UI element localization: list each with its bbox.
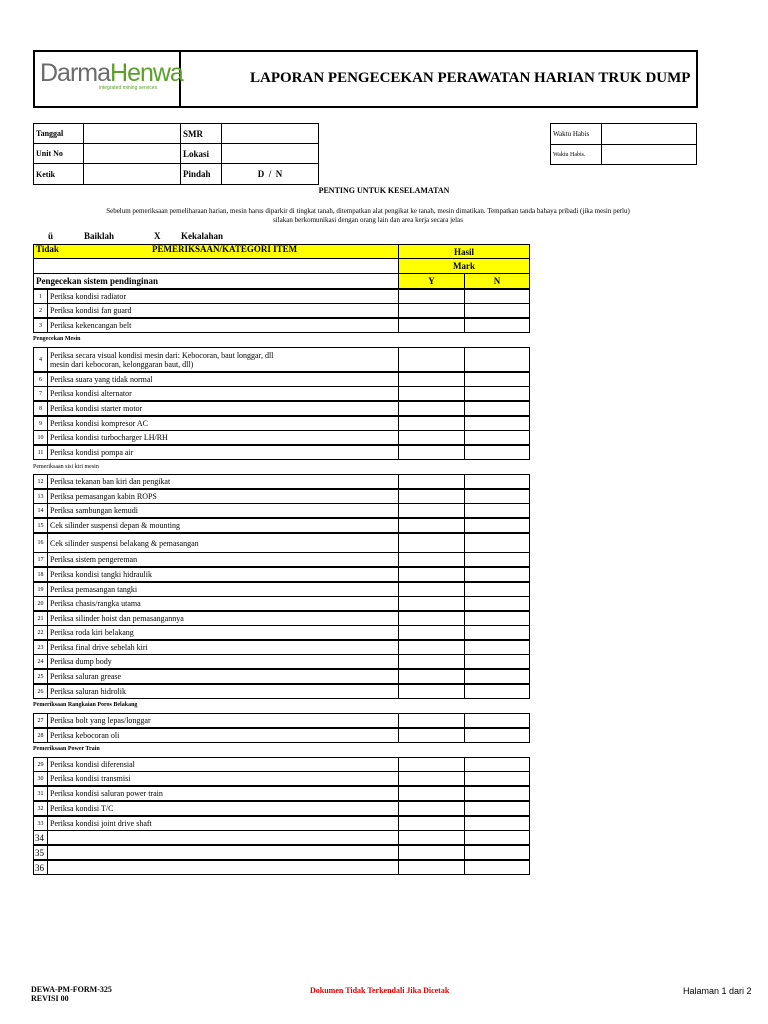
legend-x-symbol: X: [154, 231, 161, 241]
table-header-blank: [33, 258, 399, 274]
smr-field[interactable]: [221, 123, 319, 144]
row-mark-y[interactable]: [398, 801, 465, 816]
row-item-text: Periksa dump body: [47, 654, 399, 669]
shift-selector[interactable]: D / N: [221, 163, 319, 185]
row-item-text: Periksa kondisi starter motor: [47, 401, 399, 416]
row-number: 34: [33, 830, 48, 845]
lokasi-field[interactable]: [221, 143, 319, 164]
legend-check-label: Baiklah: [84, 231, 115, 241]
tanggal-field[interactable]: [83, 123, 181, 144]
row-number: 20: [33, 596, 48, 611]
row-mark-y[interactable]: [398, 816, 465, 831]
row-number: 6: [33, 372, 48, 387]
row-mark-n[interactable]: [464, 771, 530, 786]
row-mark-y[interactable]: [398, 552, 465, 567]
waktu-habis-field-1[interactable]: [601, 123, 697, 145]
row-item-text: Periksa kondisi T/C: [47, 801, 399, 816]
row-item-text: [47, 830, 399, 845]
row-item-text: Periksa kekencangan belt: [47, 318, 399, 333]
col-hasil: Hasil: [398, 244, 530, 259]
row-item-text: Periksa pemasangan kabin ROPS: [47, 489, 399, 504]
row-item-text: Periksa kondisi diferensial: [47, 757, 399, 772]
row-number: 27: [33, 713, 48, 728]
row-number: 30: [33, 771, 48, 786]
row-mark-n[interactable]: [464, 684, 530, 699]
unit-no-field[interactable]: [83, 143, 181, 164]
row-mark-n[interactable]: [464, 611, 530, 626]
row-item-text: Periksa roda kiri belakang: [47, 625, 399, 640]
safety-text: [48, 207, 688, 225]
unit-no-label: Unit No: [33, 143, 84, 164]
row-item-text: Periksa kebocoran oli: [47, 728, 399, 743]
waktu-habis-field-2[interactable]: [601, 144, 697, 165]
row-mark-n[interactable]: [464, 816, 530, 831]
row-number: 18: [33, 567, 48, 582]
ketik-label: Ketik: [33, 163, 84, 185]
row-mark-n[interactable]: [464, 347, 530, 372]
section-pendinginan: Pengecekan sistem pendinginan: [33, 273, 399, 289]
row-item-text: Periksa saluran grease: [47, 669, 399, 684]
row-number: 31: [33, 786, 48, 801]
col-mark: Mark: [398, 258, 530, 274]
row-mark-n[interactable]: [464, 860, 530, 875]
row-mark-y[interactable]: [398, 582, 465, 597]
row-number: 28: [33, 728, 48, 743]
row-mark-y[interactable]: [398, 860, 465, 875]
row-number: 12: [33, 474, 48, 489]
row-mark-y[interactable]: [398, 830, 465, 845]
row-mark-n[interactable]: [464, 303, 530, 318]
logo: [33, 50, 181, 108]
uncontrolled-notice: Dokumen Tidak Terkendali Jika Dicetak: [310, 986, 450, 995]
row-number: 29: [33, 757, 48, 772]
row-mark-y[interactable]: [398, 347, 465, 372]
row-mark-y[interactable]: [398, 771, 465, 786]
row-item-text: Periksa final drive sebelah kiri: [47, 640, 399, 655]
row-mark-y[interactable]: [398, 430, 465, 445]
row-number: 8: [33, 401, 48, 416]
row-mark-n[interactable]: [464, 786, 530, 801]
row-mark-n[interactable]: [464, 430, 530, 445]
row-number: 35: [33, 845, 48, 860]
row-item-text: Periksa saluran hidrolik: [47, 684, 399, 699]
row-mark-n[interactable]: [464, 654, 530, 669]
col-n: N: [464, 273, 530, 289]
row-number: 23: [33, 640, 48, 655]
row-mark-n[interactable]: [464, 289, 530, 304]
row-mark-y[interactable]: [398, 289, 465, 304]
row-mark-n[interactable]: [464, 533, 530, 553]
row-mark-y[interactable]: [398, 416, 465, 431]
row-mark-y[interactable]: [398, 303, 465, 318]
row-mark-n[interactable]: [464, 596, 530, 611]
row-mark-n[interactable]: [464, 401, 530, 416]
row-number: 13: [33, 489, 48, 504]
row-mark-n[interactable]: [464, 567, 530, 582]
row-mark-n[interactable]: [464, 474, 530, 489]
row-mark-y[interactable]: [398, 713, 465, 728]
row-mark-y[interactable]: [398, 728, 465, 743]
row-number: 15: [33, 518, 48, 533]
tanggal-label: Tanggal: [33, 123, 84, 144]
row-mark-y[interactable]: [398, 596, 465, 611]
smr-label: SMR: [180, 123, 222, 144]
ketik-field[interactable]: [83, 163, 181, 185]
row-item-text: Periksa tekanan ban kiri dan pengikat: [47, 474, 399, 489]
row-item-text: [47, 845, 399, 860]
row-item-text: Cek silinder suspensi belakang & pemasangan: [47, 533, 399, 553]
row-mark-y[interactable]: [398, 669, 465, 684]
row-item-text: Periksa sistem pengereman: [47, 552, 399, 567]
row-number: 17: [33, 552, 48, 567]
pindah-label: Pindah: [180, 163, 222, 185]
waktu-habis-label-2: Waktu Habis.: [550, 144, 602, 165]
row-mark-n[interactable]: [464, 489, 530, 504]
legend-check-symbol: ü: [48, 231, 54, 241]
row-mark-y[interactable]: [398, 518, 465, 533]
document-title: LAPORAN PENGECEKAN PERAWATAN HARIAN TRUK DUMP: [250, 70, 691, 86]
row-mark-y[interactable]: [398, 401, 465, 416]
row-mark-y[interactable]: [398, 654, 465, 669]
row-mark-n[interactable]: [464, 713, 530, 728]
logo-tagline: integrated mining services: [99, 85, 158, 91]
row-mark-y[interactable]: [398, 445, 465, 460]
row-mark-y[interactable]: [398, 640, 465, 655]
waktu-habis-label-1: Waktu Habis: [550, 123, 602, 145]
col-tidak: Tidak: [36, 244, 59, 254]
row-mark-n[interactable]: [464, 728, 530, 743]
row-item-text: Periksa kondisi alternator: [47, 386, 399, 401]
row-mark-y[interactable]: [398, 318, 465, 333]
section-power-train: Pemeriksaan Power Train: [33, 746, 100, 752]
row-item-text: Periksa kondisi saluran power train: [47, 786, 399, 801]
row-mark-y[interactable]: [398, 372, 465, 387]
row-mark-n[interactable]: [464, 845, 530, 860]
section-sisi-kiri: Pemeriksaan sisi kiri mesin: [33, 464, 99, 470]
row-mark-n[interactable]: [464, 640, 530, 655]
row-number: 16: [33, 533, 48, 553]
row-mark-n[interactable]: [464, 318, 530, 333]
form-revision: REVISI 00: [31, 994, 69, 1003]
row-mark-n[interactable]: [464, 757, 530, 772]
row-number: 14: [33, 503, 48, 518]
row-number: 36: [33, 860, 48, 875]
row-item-text: Periksa pemasangan tangki: [47, 582, 399, 597]
table-header-item: [33, 244, 399, 259]
row-mark-n[interactable]: [464, 416, 530, 431]
row-mark-y[interactable]: [398, 845, 465, 860]
safety-title: PENTING UNTUK KESELAMATAN: [318, 186, 450, 195]
form-code: [31, 985, 112, 1003]
row-number: 10: [33, 430, 48, 445]
row-mark-n[interactable]: [464, 830, 530, 845]
col-item: PEMERIKSAAN/KATEGORI ITEM: [152, 244, 298, 254]
row-item-text: Periksa kondisi joint drive shaft: [47, 816, 399, 831]
row-number: 4: [33, 347, 48, 372]
row-number: 24: [33, 654, 48, 669]
row-number: 3: [33, 318, 48, 333]
row-item-text: Periksa kondisi pompa air: [47, 445, 399, 460]
row-item-text: Periksa kondisi radiator: [47, 289, 399, 304]
row-mark-n[interactable]: [464, 518, 530, 533]
row-item-text-line2: mesin dari kebocoran, kelonggaran baut, dll): [50, 359, 194, 369]
row-item-text: Periksa kondisi tangki hidraulik: [47, 567, 399, 582]
row-item-text: Periksa kondisi fan guard: [47, 303, 399, 318]
row-number: 26: [33, 684, 48, 699]
row-item-text-line1: Periksa secara visual kondisi mesin dari: Kebocoran, baut longgar, dll: [50, 350, 274, 360]
row-mark-y[interactable]: [398, 625, 465, 640]
row-mark-n[interactable]: [464, 445, 530, 460]
row-item-text: Cek silinder suspensi depan & mounting: [47, 518, 399, 533]
row-mark-y[interactable]: [398, 684, 465, 699]
row-mark-n[interactable]: [464, 625, 530, 640]
row-mark-y[interactable]: [398, 611, 465, 626]
row-item-text: Periksa sambungan kemudi: [47, 503, 399, 518]
safety-line-2: silakan berkomunikasi dengan orang lain dan area kerja secara jelas: [273, 216, 463, 224]
legend-x-label: Kekalahan: [181, 231, 224, 241]
row-item-text: Periksa silinder hoist dan pemasangannya: [47, 611, 399, 626]
lokasi-label: Lokasi: [180, 143, 222, 164]
logo-wordmark: DarmaHenwa: [40, 59, 183, 87]
row-mark-n[interactable]: [464, 503, 530, 518]
row-item-text: Periksa chasis/rangka utama: [47, 596, 399, 611]
row-mark-n[interactable]: [464, 372, 530, 387]
row-number: 32: [33, 801, 48, 816]
row-number: 25: [33, 669, 48, 684]
row-mark-y[interactable]: [398, 757, 465, 772]
row-mark-n[interactable]: [464, 801, 530, 816]
row-number: 22: [33, 625, 48, 640]
row-item-text: Periksa kondisi turbocharger LH/RH: [47, 430, 399, 445]
row-mark-n[interactable]: [464, 386, 530, 401]
row-number: 2: [33, 303, 48, 318]
row-number: 9: [33, 416, 48, 431]
row-number: 21: [33, 611, 48, 626]
row-mark-y[interactable]: [398, 567, 465, 582]
row-mark-n[interactable]: [464, 582, 530, 597]
row-mark-y[interactable]: [398, 786, 465, 801]
row-number: 33: [33, 816, 48, 831]
row-item-text: [47, 860, 399, 875]
row-mark-y[interactable]: [398, 386, 465, 401]
row-mark-y[interactable]: [398, 533, 465, 553]
row-mark-n[interactable]: [464, 669, 530, 684]
form-code-number: DEWA-PM-FORM-325: [31, 985, 112, 994]
row-item-text: Periksa bolt yang lepas/longgar: [47, 713, 399, 728]
row-mark-y[interactable]: [398, 474, 465, 489]
row-item-text: Periksa kondisi kompresor AC: [47, 416, 399, 431]
row-item-text: [47, 347, 399, 372]
row-item-text: Periksa kondisi transmisi: [47, 771, 399, 786]
row-number: 1: [33, 289, 48, 304]
row-mark-n[interactable]: [464, 552, 530, 567]
section-poros-belakang: Pemeriksaan Rangkaian Poros Belakang: [33, 702, 138, 708]
row-item-text: Periksa suara yang tidak normal: [47, 372, 399, 387]
row-number: 19: [33, 582, 48, 597]
col-y: Y: [398, 273, 465, 289]
row-mark-y[interactable]: [398, 503, 465, 518]
row-number: 11: [33, 445, 48, 460]
page-number: Halaman 1 dari 2: [683, 986, 752, 996]
row-mark-y[interactable]: [398, 489, 465, 504]
safety-line-1: Sebelum pemeriksaan pemeliharaan harian, mesin harus diparkir di tingkat tanah, ditempatkan alat pengikat ke tanah, mesin dimatikan. Tempatkan tanda bahaya pribadi (jika mesin perlu): [106, 207, 630, 215]
section-mesin: Pengecekan Mesin: [33, 336, 81, 342]
row-number: 7: [33, 386, 48, 401]
